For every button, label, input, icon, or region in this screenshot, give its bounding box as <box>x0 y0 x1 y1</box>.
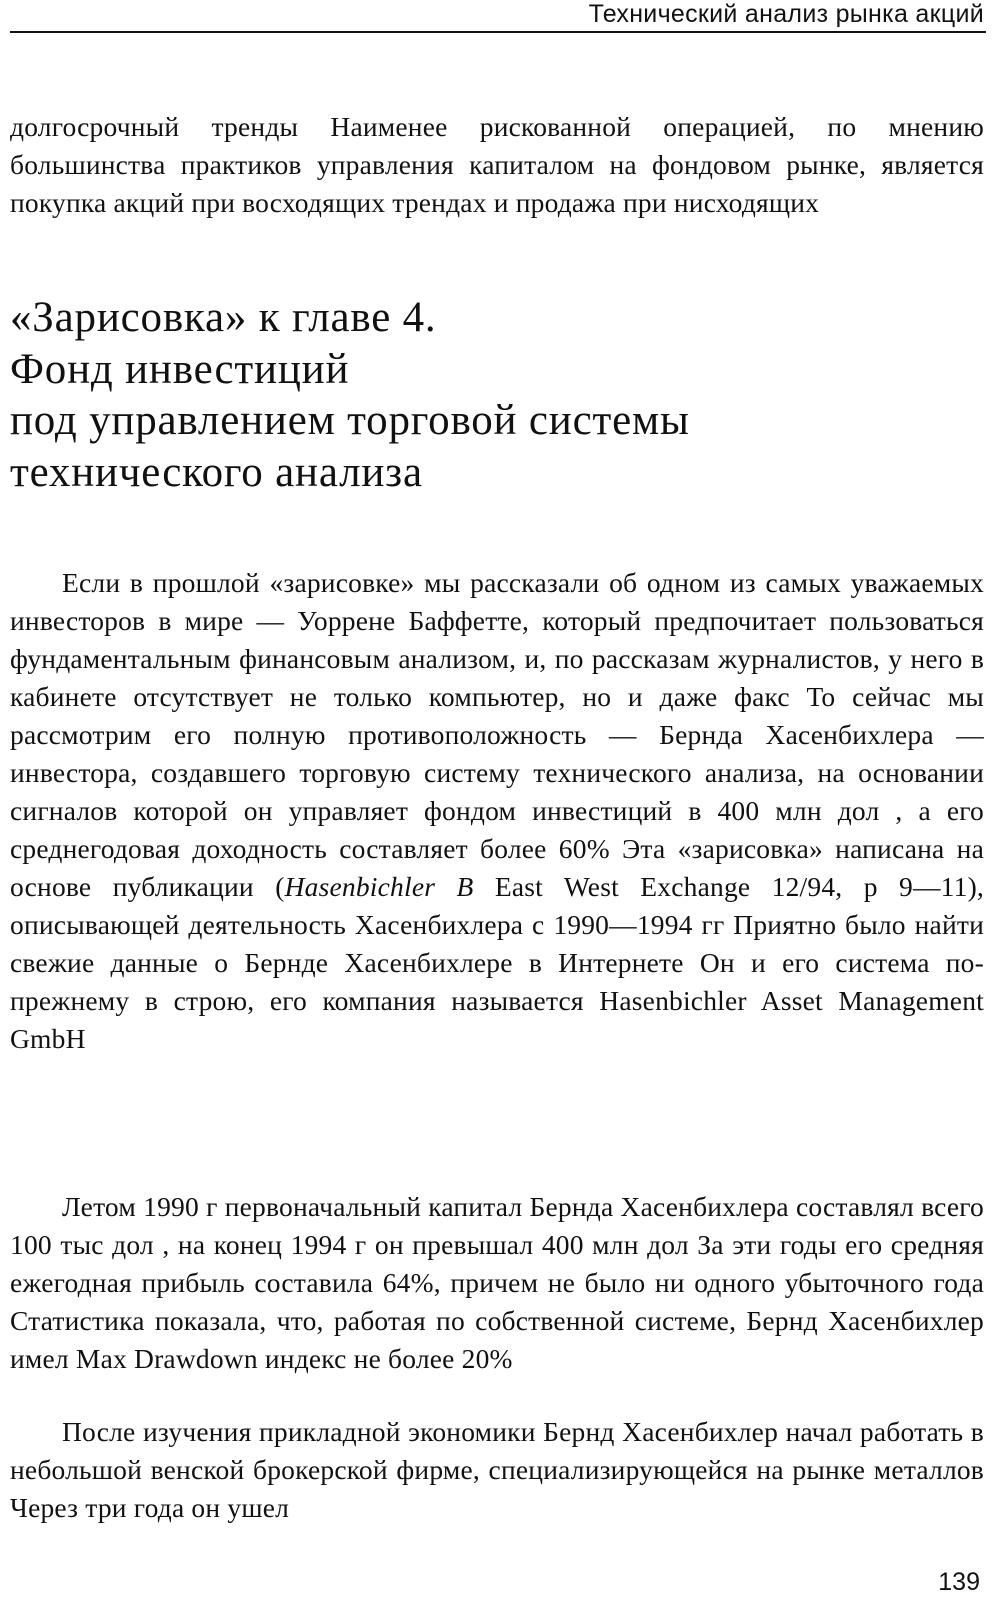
paragraph-1-text: Если в прошлой «зарисовке» мы рассказали об одном из самых уважаемых инвесторов в мире — Уоррене Баффетте, который предпочитает пользоваться фундаментальным финансовым анализом, и, по рассказам журналистов, у него в кабинете отсутствует не только компьютер, но и даже факс То сейчас мы рассмотрим его полную противоположность — Бернда Хасенбихлера — инвестора, создавшего торговую систему технического анализа, на основании сигналов которой он управляет фондом инвестиций в 400 млн дол , а его среднегодовая доходность составляет более 60% Эта «зарисовка» написана на основе публикации ( <box>10 566 984 902</box>
header-rule <box>10 31 986 33</box>
citation-author: Hasenbichler B <box>284 870 474 902</box>
paragraph-1-text-continued: East West Exchange 12/94, p 9—11), описывающей деятельность Хасенбихлера с 1990—1994 гг Приятно было найти свежие данные о Бернде Хасенбихлере в Интернете Он и его система по-прежнему в строю, его компания называется Hasenbichler Asset Management GmbH <box>10 870 984 1054</box>
chapter-heading-line-4: технического анализа <box>10 448 423 496</box>
chapter-heading-line-2: Фонд инвестиций <box>10 345 350 393</box>
chapter-heading-line-3: под управлением торговой системы <box>10 397 690 444</box>
chapter-heading <box>10 292 970 498</box>
body-paragraph-1 <box>10 564 984 1058</box>
intro-paragraph: долгосрочный тренды Наименее рискованной операцией, по мнению большинства практиков управления капиталом на фондовом рынке, является покупка акций при восходящих трендах и продажа при нисходящих <box>10 110 984 218</box>
body-paragraph-3: После изучения прикладной экономики Бернд Хасенбихлер начал работать в небольшой венской брокерской фирме, специализирующейся на рынке металлов Через три года он ушел <box>10 1415 984 1523</box>
chapter-heading-line-1: «Зарисовка» к главе 4. <box>10 294 437 341</box>
page-number: 139 <box>938 1568 980 1596</box>
body-paragraph-2: Летом 1990 г первоначальный капитал Бернда Хасенбихлера составлял всего 100 тыс дол , на конец 1994 г он превышал 400 млн дол За эти годы его средняя ежегодная прибыль составила 64%, причем не было ни одного убыточного года Статистика показала, что, работая по собственной системе, Бернд Хасенбихлер имел Max Drawdown индекс не более 20% <box>10 1190 984 1374</box>
running-header: Технический анализ рынка акций <box>588 0 984 28</box>
